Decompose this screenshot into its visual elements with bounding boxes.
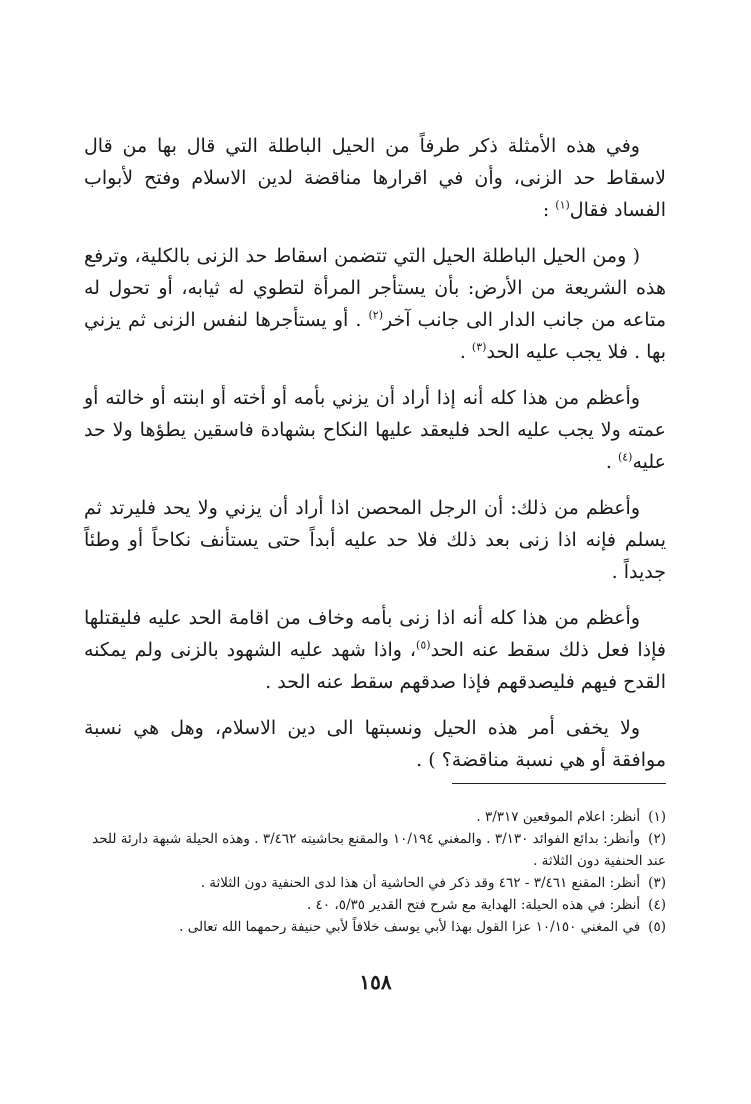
footnote-text: وأنظر: بدائع الفوائد ٣/١٣٠ . والمغني ١٠/١٩٤ والمقنع بحاشيته ٣/٤٦٢ . وهذه الحيلة شبهة دارئة للحد عند الحنفية دون الثلاثة . bbox=[92, 831, 666, 869]
footnote-text: أنظر: المقنع ٣/٤٦١ - ٤٦٢ وقد ذكر في الحاشية أن هذا لدى الحنفية دون الثلاثة . bbox=[200, 875, 641, 891]
paragraph-2 bbox=[84, 240, 666, 368]
paragraph-6 bbox=[84, 712, 666, 776]
paragraph-4-text: وأعظم من ذلك: أن الرجل المحصن اذا أراد أن يزني ولا يحد فليرتد ثم يسلم فإنه اذا زنى بعد ذلك فلا حد عليه أبداً حتى يستأنف نكاحاً أو وطئاً جديداً . bbox=[84, 497, 666, 583]
footnote-ref-5: (٥) bbox=[416, 638, 431, 652]
paragraph-3-tail: . bbox=[605, 451, 618, 473]
footnote-number: (١) bbox=[648, 809, 666, 825]
footnote-text: أنظر: في هذه الحيلة: الهداية مع شرح فتح القدير ٥/٣٥، ٤٠ . bbox=[306, 897, 641, 913]
footnote-1 bbox=[84, 806, 666, 828]
footnote-4 bbox=[84, 894, 666, 916]
footnote-number: (٢) bbox=[648, 831, 666, 847]
paragraph-1 bbox=[84, 130, 666, 226]
paragraph-1-text: وفي هذه الأمثلة ذكر طرفاً من الحيل الباطلة التي قال بها من قال لاسقاط حد الزنى، وأن في اقرارها مناقضة لدين الاسلام وفتح لأبواب الفساد فقال bbox=[84, 135, 666, 221]
paragraph-5-tail: ، واذا شهد عليه الشهود بالزنى ولم يمكنه القدح فيهم فليصدقهم فإذا صدقهم سقط عنه الحد . bbox=[84, 639, 666, 693]
footnote-3 bbox=[84, 872, 666, 894]
footnote-number: (٥) bbox=[648, 919, 666, 935]
paragraph-2-text: ( ومن الحيل الباطلة الحيل التي تتضمن اسقاط حد الزنى بالكلية، وترفع هذه الشريعة من الأرض: بأن يستأجر المرأة لتطوي له ثيابه، أو تحول له متاعه من جانب الدار الى جانب آخر bbox=[84, 245, 667, 331]
paragraph-1-tail: : bbox=[542, 199, 556, 221]
paragraph-5 bbox=[84, 602, 666, 698]
footnote-ref-4: (٤) bbox=[617, 450, 633, 464]
paragraph-6-text: ولا يخفى أمر هذه الحيل ونسبتها الى دين الاسلام، وهل هي نسبة موافقة أو هي نسبة مناقضة؟ ) . bbox=[84, 717, 666, 771]
paragraph-3 bbox=[84, 382, 666, 478]
footnote-ref-3: (٣) bbox=[471, 340, 487, 354]
footnote-2 bbox=[84, 828, 666, 872]
footnote-5 bbox=[84, 916, 666, 938]
paragraph-5-text: وأعظم من هذا كله أنه اذا زنى بأمه وخاف من اقامة الحد عليه فليقتلها فإذا فعل ذلك سقط عنه الحد bbox=[84, 607, 666, 661]
footnote-text: أنظر: اعلام الموقعين ٣/٣١٧ . bbox=[476, 809, 641, 825]
footnote-number: (٣) bbox=[648, 875, 666, 891]
footnote-number: (٤) bbox=[648, 897, 666, 913]
footnote-text: في المغني ١٠/١٥٠ عزا القول بهذا لأبي يوسف خلافاً لأبي حنيفة رحمهما الله تعالى . bbox=[179, 919, 641, 935]
page-number: ١٥٨ bbox=[359, 970, 392, 994]
paragraph-2-tail: . bbox=[459, 341, 472, 363]
paragraph-2-middle: . أو يستأجرها لنفس الزنى ثم يزني بها . فلا يجب عليه الحد bbox=[84, 309, 666, 363]
paragraph-4 bbox=[84, 492, 666, 588]
paragraph-3-text: وأعظم من هذا كله أنه إذا أراد أن يزني بأمه أو أخته أو ابنته أو خالته أو عمته ولا يجب عليه الحد فليعقد عليها النكاح بشهادة فاسقين يطؤها ولا حد عليه bbox=[84, 387, 666, 473]
footnote-divider bbox=[452, 783, 666, 784]
footnote-ref-1: (١) bbox=[555, 198, 570, 212]
footnote-ref-2: (٢) bbox=[368, 308, 383, 322]
main-text bbox=[84, 130, 666, 790]
footnotes bbox=[84, 806, 666, 938]
